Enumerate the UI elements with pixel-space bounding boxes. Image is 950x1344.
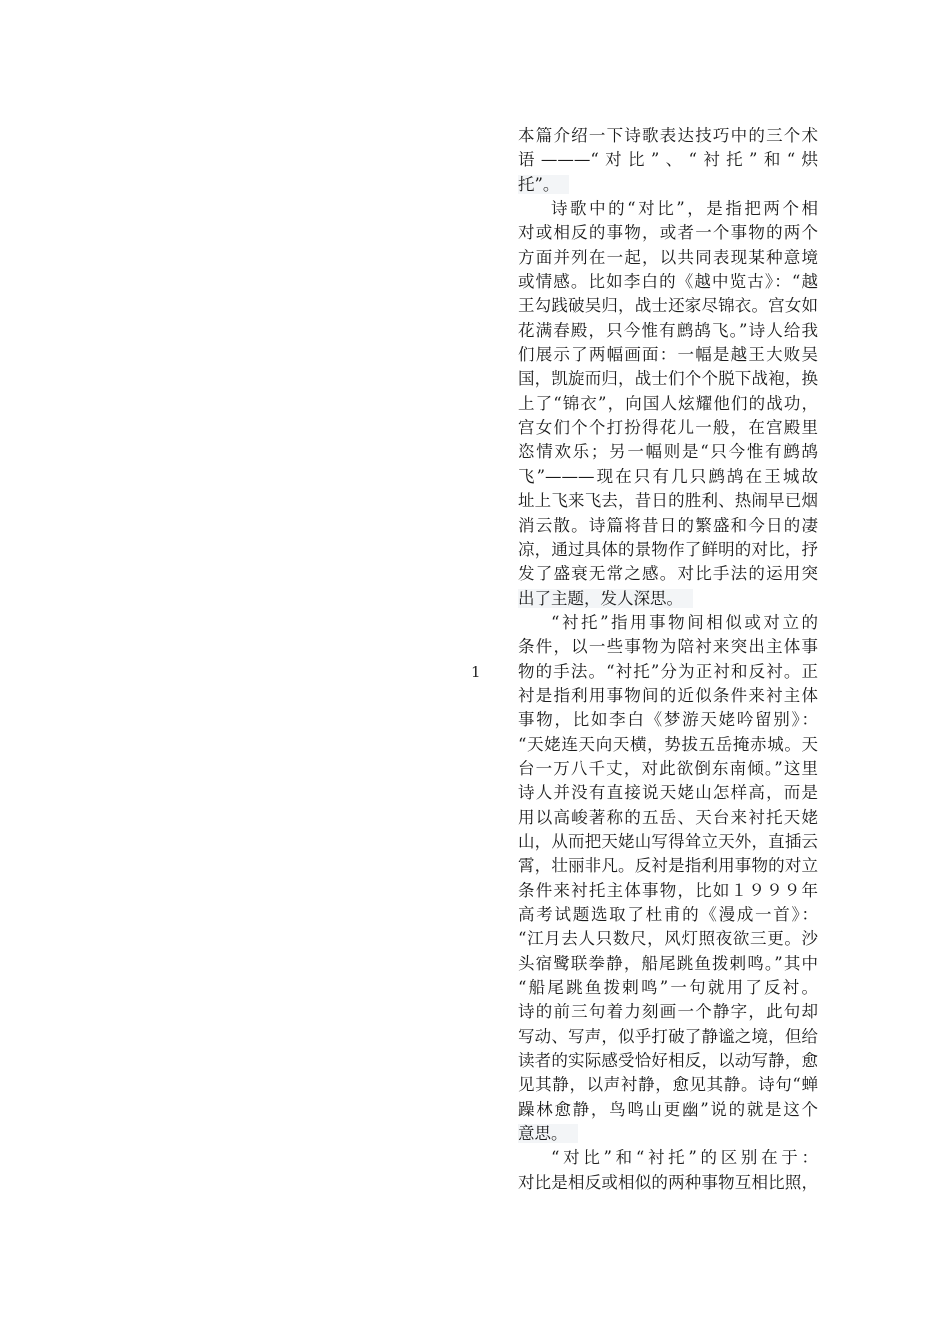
- text-line-content: 台一万八千丈，对此欲倒东南倾。”这里: [518, 758, 818, 778]
- text-line-content: 或情感。比如李白的《越中览古》：“越: [518, 272, 818, 292]
- text-line-content: 飞”———现在只有几只鹧鸪在王城故: [518, 466, 818, 486]
- text-line: [518, 879, 818, 903]
- text-line: [518, 1122, 818, 1146]
- text-line: [518, 1171, 818, 1195]
- text-line-content: 见其静，以声衬静，愈见其静。诗句“蝉: [518, 1075, 818, 1095]
- text-line-content: “船尾跳鱼拨剌鸣”一句就用了反衬。: [518, 978, 818, 998]
- text-line: [518, 611, 818, 635]
- text-line: [518, 733, 818, 757]
- text-line: [518, 660, 818, 684]
- page-number: 1: [471, 663, 481, 681]
- text-line-content: “天姥连天向天横，势拔五岳掩赤城。天: [518, 734, 818, 754]
- text-line-content: 上了“锦衣”，向国人炫耀他们的战功，: [518, 393, 818, 413]
- text-line-content: 用以高峻著称的五岳、天台来衬托天姥: [518, 807, 818, 827]
- text-line-content: 事物，比如李白《梦游天姥吟留别》：: [518, 710, 818, 730]
- text-line-content: 国，凯旋而归，战士们个个脱下战袍，换: [518, 369, 818, 389]
- text-line-content: 宫女们个个打扮得花儿一般，在宫殿里: [518, 418, 818, 438]
- text-line-content: 山，从而把天姥山写得耸立天外，直插云: [518, 831, 818, 851]
- text-line-content: 躁林愈静，鸟鸣山更幽”说的就是这个: [518, 1099, 818, 1119]
- text-line-content: 高考试题选取了杜甫的《漫成一首》：: [518, 905, 818, 924]
- text-line-content: 对或相反的事物，或者一个事物的两个: [518, 223, 818, 243]
- text-line-content: 恣情欢乐；另一幅则是“只今惟有鹧鸪: [518, 442, 818, 462]
- text-line-content: 出了主题，发人深思。: [518, 589, 693, 608]
- text-line: [518, 587, 818, 611]
- text-line: [518, 1049, 818, 1073]
- text-line-content: 读者的实际感受恰好相反，以动写静，愈: [518, 1051, 818, 1071]
- text-line: [518, 708, 818, 732]
- text-line: [518, 952, 818, 976]
- text-line: [518, 806, 818, 830]
- text-line-content: 霄，壮丽非凡。反衬是指利用事物的对立: [518, 856, 818, 876]
- text-line: [518, 465, 818, 489]
- text-line-content: 本篇介绍一下诗歌表达技巧中的三个术: [518, 126, 818, 145]
- text-line: [518, 757, 818, 781]
- text-line: [518, 1000, 818, 1024]
- text-line: [518, 1146, 818, 1170]
- text-line: [518, 1098, 818, 1122]
- text-line: [518, 294, 818, 318]
- paragraph: [518, 197, 818, 611]
- text-line-content: 发了盛衰无常之感。对比手法的运用突: [518, 564, 818, 584]
- text-line-content: “江月去人只数尺，风灯照夜欲三更。沙: [518, 929, 818, 949]
- text-line: [518, 903, 818, 927]
- text-line: [518, 343, 818, 367]
- text-line-content: “对比”和“衬托”的区别在于：: [551, 1148, 818, 1168]
- text-line-content: 语———“对比”、“衬托”和“烘: [518, 150, 818, 170]
- text-line: [518, 270, 818, 294]
- text-line: [518, 830, 818, 854]
- text-line-content: 写动、写声，似乎打破了静谧之境，但给: [518, 1026, 818, 1046]
- text-line: [518, 684, 818, 708]
- text-line: [518, 221, 818, 245]
- text-line: [518, 1073, 818, 1097]
- text-line-content: 址上飞来飞去，昔日的胜利、热闹早已烟: [518, 491, 818, 511]
- text-line-content: 条件，以一些事物为陪衬来突出主体事: [518, 637, 818, 657]
- text-line-content: 头宿鹭联拳静，船尾跳鱼拨剌鸣。”其中: [518, 953, 818, 973]
- text-line: [518, 514, 818, 538]
- text-line-content: “衬托”指用事物间相似或对立的: [551, 612, 818, 632]
- text-line-content: 诗歌中的“对比”，是指把两个相: [551, 199, 818, 219]
- text-line: [518, 538, 818, 562]
- text-line: [518, 197, 818, 221]
- text-line: [518, 124, 818, 148]
- text-line-content: 物的手法。“衬托”分为正衬和反衬。正: [518, 661, 818, 681]
- text-line: [518, 854, 818, 878]
- text-line: [518, 246, 818, 270]
- paragraph: [518, 611, 818, 1147]
- article-body: [518, 124, 818, 1195]
- paragraph: [518, 124, 818, 197]
- text-line: [518, 440, 818, 464]
- text-line: [518, 1025, 818, 1049]
- text-line: [518, 489, 818, 513]
- text-line-content: 方面并列在一起，以共同表现某种意境: [518, 247, 818, 267]
- text-line-content: 诗的前三句着力刻画一个静字，此句却: [518, 1002, 818, 1022]
- text-line: [518, 781, 818, 805]
- text-line: [518, 562, 818, 586]
- text-line-content: 们展示了两幅画面：一幅是越王大败吴: [518, 345, 818, 365]
- text-line-content: 意思。: [518, 1124, 578, 1143]
- text-line: [518, 635, 818, 659]
- text-line-content: 花满春殿，只今惟有鹧鸪飞。”诗人给我: [518, 320, 818, 340]
- text-line-content: 条件来衬托主体事物，比如１９９９年: [518, 880, 818, 900]
- text-line-content: 衬是指利用事物间的近似条件来衬主体: [518, 685, 818, 705]
- text-line-content: 对比是相反或相似的两种事物互相比照，: [518, 1172, 818, 1192]
- text-line: [518, 416, 818, 440]
- text-line: [518, 319, 818, 343]
- text-line: [518, 392, 818, 416]
- text-line: [518, 927, 818, 951]
- text-line: [518, 976, 818, 1000]
- text-line-content: 王勾践破吴归，战士还家尽锦衣。宫女如: [518, 296, 818, 316]
- text-line-content: 凉，通过具体的景物作了鲜明的对比，抒: [518, 539, 818, 559]
- text-line: [518, 148, 818, 172]
- text-line: [518, 367, 818, 391]
- text-line-content: 诗人并没有直接说天姥山怎样高，而是: [518, 783, 818, 803]
- text-line-content: 托”。: [518, 175, 569, 194]
- text-line: [518, 173, 818, 197]
- paragraph: [518, 1146, 818, 1195]
- text-line-content: 消云散。诗篇将昔日的繁盛和今日的凄: [518, 515, 818, 535]
